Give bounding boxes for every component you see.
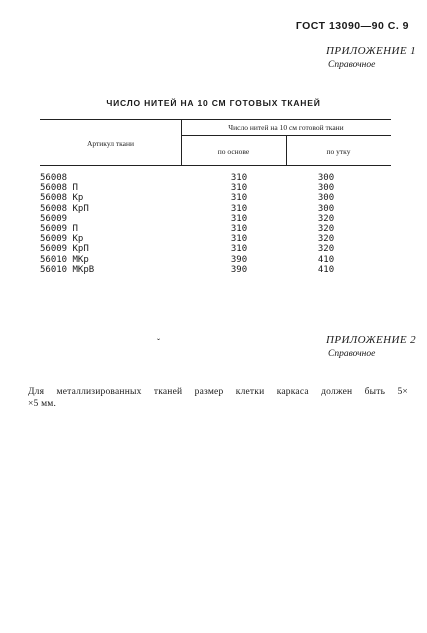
table-title: ЧИСЛО НИТЕЙ НА 10 СМ ГОТОВЫХ ТКАНЕЙ xyxy=(106,98,321,108)
cell-weft: 300 xyxy=(317,193,335,204)
cell-article: 56008 КрП xyxy=(40,203,89,214)
cell-weft: 300 xyxy=(317,173,335,183)
cell-warp: 310 xyxy=(230,203,248,214)
cell-warp: 310 xyxy=(230,213,248,224)
header-article: Артикул ткани xyxy=(86,139,135,148)
table-row xyxy=(0,214,427,224)
table-top-rule xyxy=(40,119,391,120)
cell-article: 56008 П xyxy=(40,183,78,194)
table-row xyxy=(0,204,427,214)
cell-article: 56009 П xyxy=(40,223,78,234)
cell-weft: 300 xyxy=(317,183,335,194)
table-body xyxy=(0,173,427,275)
appendix-1-title: ПРИЛОЖЕНИЕ 1 xyxy=(326,45,417,57)
cell-article: 56009 Кр xyxy=(40,234,84,245)
cell-warp: 310 xyxy=(230,244,248,255)
appendix-2-title: ПРИЛОЖЕНИЕ 2 xyxy=(326,334,417,346)
table-row xyxy=(0,224,427,234)
cell-weft: 410 xyxy=(317,264,335,275)
cell-warp: 310 xyxy=(230,193,248,204)
table-row xyxy=(0,265,427,275)
table-header-bottom-rule xyxy=(40,165,391,166)
appendix-2-text: Для металлизированных тканей размер клетки каркаса должен быть 5× xyxy=(28,387,408,397)
cell-warp: 310 xyxy=(230,223,248,234)
table-row xyxy=(0,244,427,254)
stray-mark-icon: ˇ xyxy=(157,337,160,347)
appendix-1-subtitle: Справочное xyxy=(328,60,376,70)
cell-warp: 310 xyxy=(230,234,248,245)
cell-article: 56010 МКрВ xyxy=(40,264,95,275)
cell-article: 56009 КрП xyxy=(40,244,89,255)
cell-warp: 390 xyxy=(230,254,248,265)
header-weft: по утку xyxy=(326,147,351,156)
table-row xyxy=(0,255,427,265)
appendix-2-subtitle: Справочное xyxy=(328,349,376,359)
table-row xyxy=(0,193,427,203)
appendix-2-text-end: ×5 мм. xyxy=(28,399,57,409)
cell-warp: 310 xyxy=(230,183,248,194)
header-warp: по основе xyxy=(217,147,250,156)
cell-article: 56008 Кр xyxy=(40,193,84,204)
table-row xyxy=(0,234,427,244)
cell-warp: 390 xyxy=(230,264,248,275)
cell-weft: 410 xyxy=(317,254,335,265)
page-header: ГОСТ 13090—90 С. 9 xyxy=(295,20,409,32)
cell-article: 56010 МКр xyxy=(40,254,89,265)
cell-weft: 320 xyxy=(317,213,335,224)
table-row xyxy=(0,183,427,193)
cell-weft: 320 xyxy=(317,234,335,245)
cell-article: 56008 xyxy=(40,173,68,183)
header-thread-count: Число нитей на 10 см готовой ткани xyxy=(228,123,344,132)
cell-weft: 300 xyxy=(317,203,335,214)
cell-article: 56009 xyxy=(40,213,68,224)
cell-weft: 320 xyxy=(317,244,335,255)
cell-warp: 310 xyxy=(230,173,248,183)
table-row xyxy=(0,173,427,183)
cell-weft: 320 xyxy=(317,223,335,234)
